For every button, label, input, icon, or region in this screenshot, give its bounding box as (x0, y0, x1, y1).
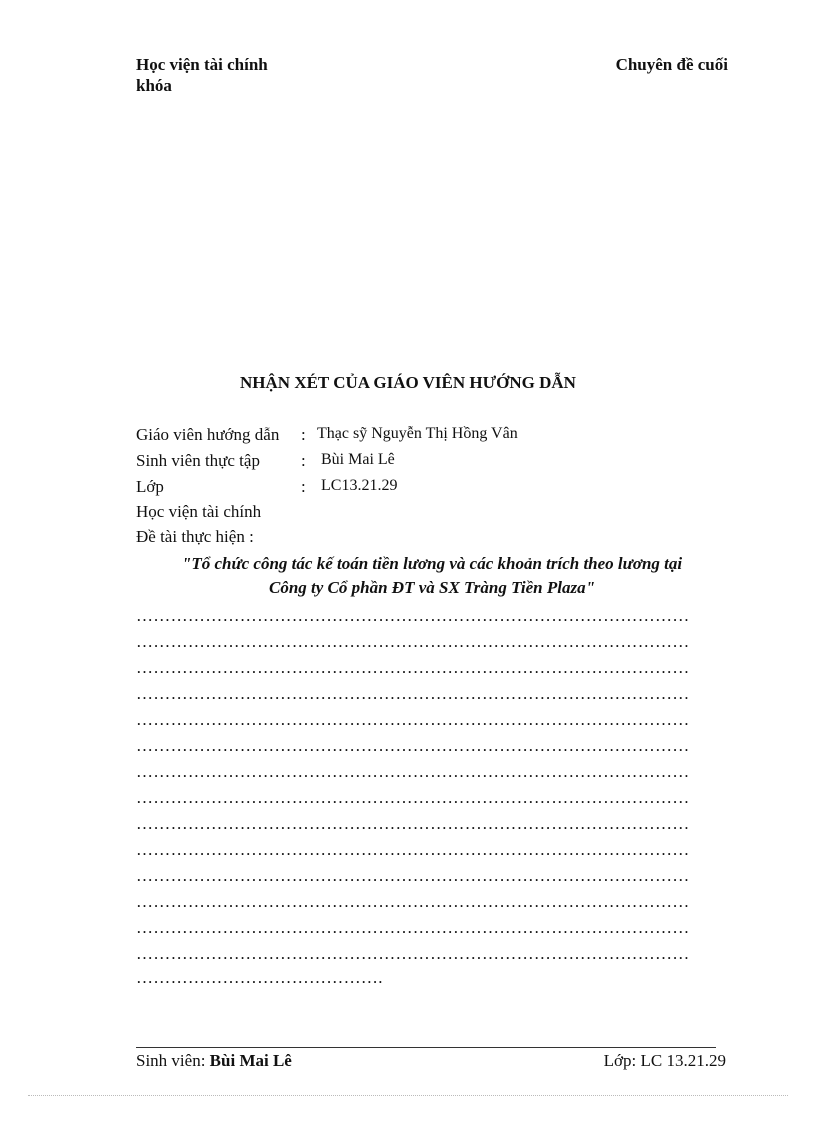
footer-student-name: Bùi Mai Lê (209, 1051, 292, 1070)
student-separator: : (301, 451, 306, 470)
page-title: NHẬN XÉT CỦA GIÁO VIÊN HƯỚNG DẪN (240, 373, 576, 392)
school-name: Học viện tài chính (136, 502, 262, 521)
header-report-type: Chuyên đề cuối (615, 55, 728, 74)
comment-dotted-line: …………………………………………………………………………………… (136, 684, 690, 703)
comment-dotted-line: …………………………………………………………………………………… (136, 814, 690, 833)
class-label: Lớp (136, 477, 164, 496)
comment-dotted-line-last: ……………………………………. (136, 968, 383, 987)
header-school-continued: khóa (136, 76, 172, 95)
footer-divider (136, 1047, 716, 1048)
comment-dotted-line: …………………………………………………………………………………… (136, 944, 690, 963)
student-label: Sinh viên thực tập (136, 451, 260, 470)
comment-dotted-line: …………………………………………………………………………………… (136, 736, 690, 755)
class-value: LC13.21.29 (321, 477, 398, 494)
comment-dotted-line: …………………………………………………………………………………… (136, 788, 690, 807)
student-value: Bùi Mai Lê (321, 451, 395, 468)
comment-dotted-line: …………………………………………………………………………………… (136, 632, 690, 651)
advisor-label: Giáo viên hướng dẫn (136, 425, 280, 444)
header-school: Học viện tài chính (136, 55, 268, 74)
comment-dotted-line: …………………………………………………………………………………… (136, 918, 690, 937)
class-separator: : (301, 477, 306, 496)
advisor-value: Thạc sỹ Nguyễn Thị Hồng Vân (317, 425, 518, 442)
topic-line-2: Công ty Cổ phần ĐT và SX Tràng Tiền Plaza" (268, 578, 596, 597)
footer-student (136, 1051, 292, 1071)
comment-dotted-line: …………………………………………………………………………………… (136, 762, 690, 781)
topic-title (136, 552, 728, 600)
advisor-separator: : (301, 425, 306, 444)
topic-label: Đề tài thực hiện : (136, 527, 254, 546)
topic-line-1: "Tổ chức công tác kế toán tiền lương và các khoản trích theo lương tại (181, 554, 683, 573)
comment-dotted-line: …………………………………………………………………………………… (136, 710, 690, 729)
comment-dotted-line: …………………………………………………………………………………… (136, 658, 690, 677)
comment-dotted-line: …………………………………………………………………………………… (136, 840, 690, 859)
footer-student-label: Sinh viên: (136, 1051, 206, 1070)
comment-dotted-line: …………………………………………………………………………………… (136, 892, 690, 911)
comment-dotted-line: …………………………………………………………………………………… (136, 606, 690, 625)
comment-dotted-line: …………………………………………………………………………………… (136, 866, 690, 885)
page-bottom-divider (28, 1095, 788, 1096)
footer-class: Lớp: LC 13.21.29 (603, 1051, 726, 1070)
